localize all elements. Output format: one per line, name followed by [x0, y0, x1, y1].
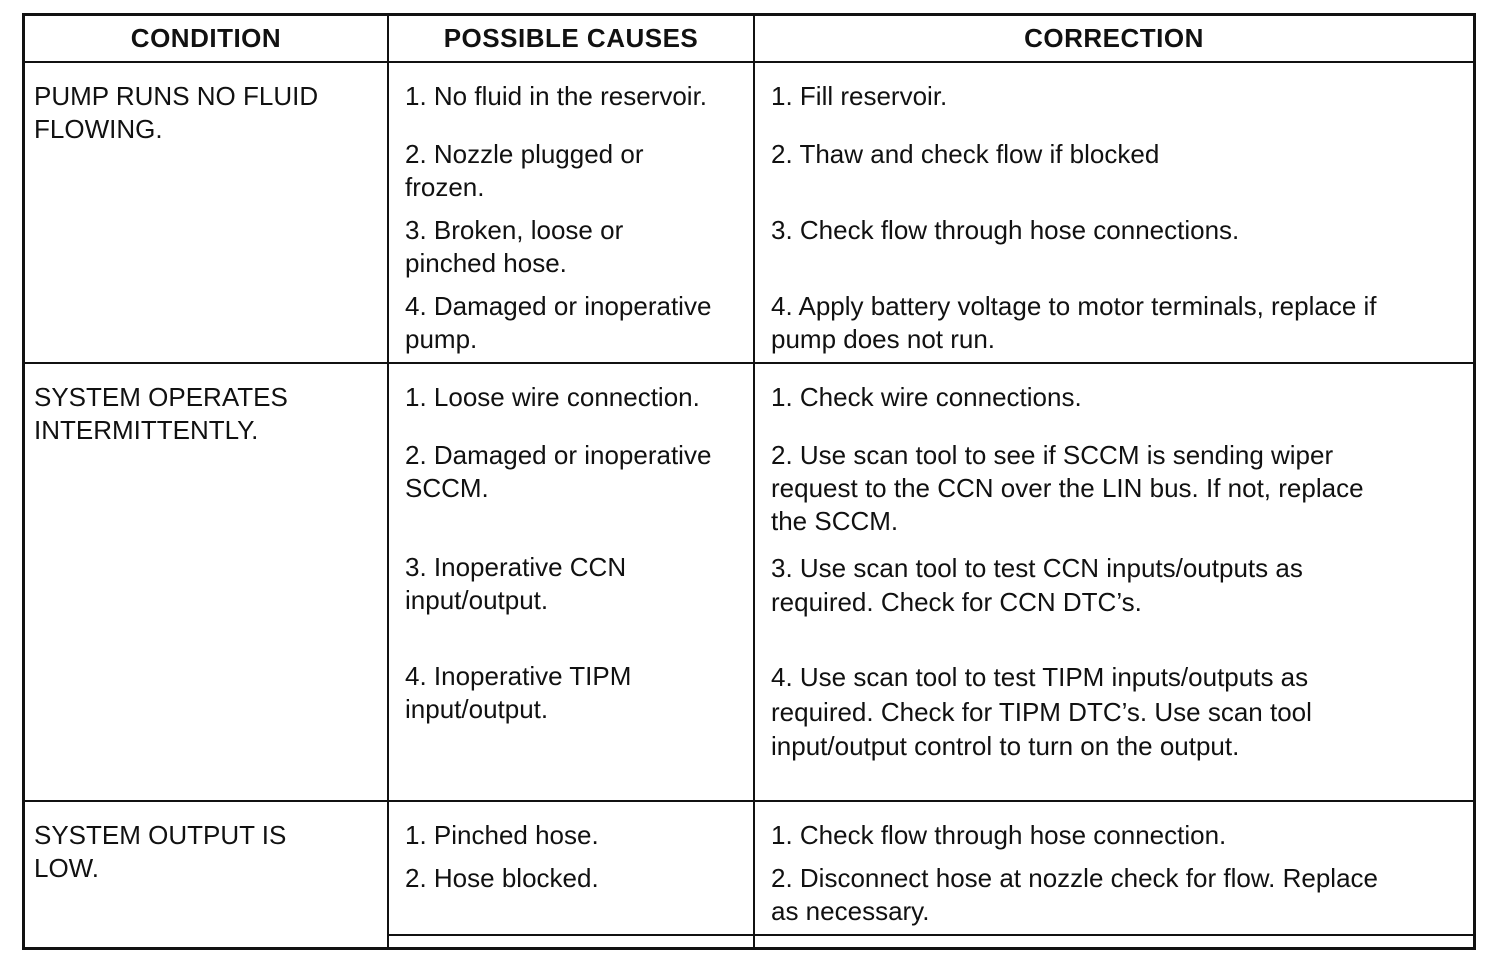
correction-cell: 1. Check flow through hose connection.	[771, 820, 1227, 850]
correction-cell: 2. Disconnect hose at nozzle check for flow. Replace as necessary.	[771, 863, 1378, 926]
cause-cell: 2. Hose blocked.	[405, 863, 599, 893]
cause-cell: 2. Nozzle plugged or frozen.	[405, 139, 644, 202]
cause-cell: 1. Loose wire connection.	[405, 382, 700, 412]
troubleshooting-table	[22, 13, 1476, 950]
condition-cell: SYSTEM OPERATES INTERMITTENTLY.	[34, 382, 288, 445]
column-divider	[387, 16, 389, 947]
header-possible-causes: POSSIBLE CAUSES	[443, 23, 699, 53]
condition-cell: SYSTEM OUTPUT IS LOW.	[34, 820, 287, 883]
correction-cell: 1. Fill reservoir.	[771, 81, 948, 111]
header-divider	[25, 61, 1473, 63]
correction-cell: 2. Thaw and check flow if blocked	[771, 139, 1160, 169]
correction-cell: 1. Check wire connections.	[771, 382, 1082, 412]
cause-cell: 4. Inoperative TIPM input/output.	[405, 661, 632, 724]
correction-cell: 3. Use scan tool to test CCN inputs/outputs as required. Check for CCN DTC’s.	[771, 553, 1303, 617]
cause-cell: 4. Damaged or inoperative pump.	[405, 291, 712, 354]
correction-cell: 4. Apply battery voltage to motor terminals, replace if pump does not run.	[771, 291, 1377, 354]
row-divider	[389, 934, 1473, 936]
cause-cell: 1. No fluid in the reservoir.	[405, 81, 708, 111]
correction-cell: 2. Use scan tool to see if SCCM is sending wiper request to the CCN over the LIN bus. If not, replace the SCCM.	[771, 440, 1364, 536]
row-divider	[25, 362, 1473, 364]
condition-cell: PUMP RUNS NO FLUID FLOWING.	[34, 81, 319, 144]
cause-cell: 3. Broken, loose or pinched hose.	[405, 215, 624, 278]
correction-cell: 4. Use scan tool to test TIPM inputs/outputs as required. Check for TIPM DTC’s. Use scan tool input/output control to turn on the output.	[771, 662, 1312, 761]
cause-cell: 2. Damaged or inoperative SCCM.	[405, 440, 712, 503]
header-correction: CORRECTION	[1024, 23, 1204, 53]
correction-cell: 3. Check flow through hose connections.	[771, 215, 1240, 245]
row-divider	[25, 800, 1473, 802]
cause-cell: 1. Pinched hose.	[405, 820, 599, 850]
cause-cell: 3. Inoperative CCN input/output.	[405, 552, 627, 615]
header-condition: CONDITION	[130, 23, 282, 53]
